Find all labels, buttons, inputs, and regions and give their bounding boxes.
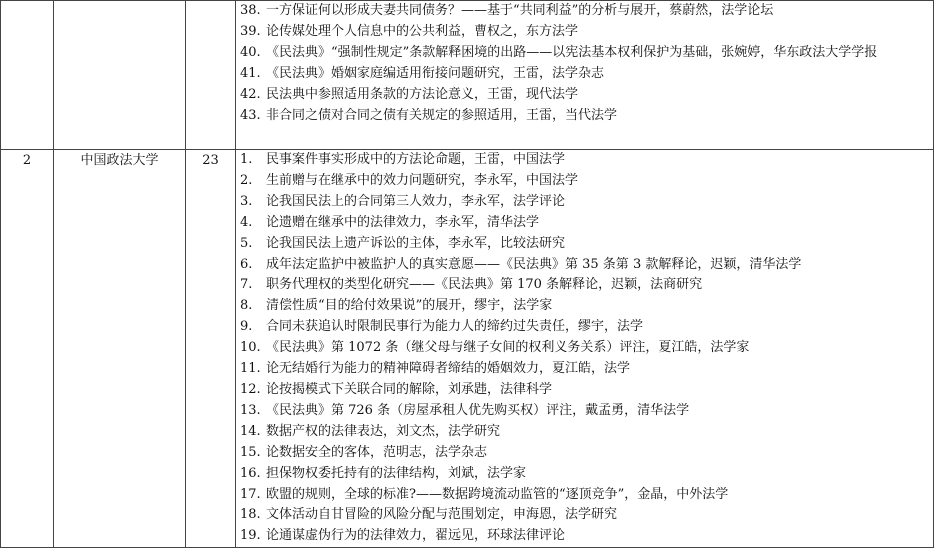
list-item (236, 338, 933, 359)
list-item-text: 成年法定监护中被监护人的真实意愿——《民法典》第 35 条第 3 款解释论，迟颖，清华法学 (266, 256, 802, 272)
table-row (1, 1, 934, 150)
index-cell: 2 (1, 150, 54, 548)
list-item-number: 43. (240, 107, 261, 123)
list-item (236, 505, 933, 526)
list-item-text: 一方保证何以形成夫妻共同债务？——基于“共同利益”的分析与展开，蔡蔚然，法学论坛 (266, 3, 774, 18)
list-item (236, 1, 933, 22)
list-item-number: 10. (240, 340, 261, 356)
list-item-text: 民事案件事实形成中的方法论命题，王雷，中国法学 (266, 152, 566, 167)
list-item (236, 485, 933, 506)
list-item-text: 生前赠与在继承中的效力问题研究，李永军，中国法学 (266, 172, 579, 188)
list-item (236, 22, 933, 43)
list-item-number: 39. (240, 23, 261, 39)
list-item-text: 合同未获追认时限制民事行为能力人的缔约过失责任，缪宇，法学 (266, 319, 644, 335)
count-cell (186, 1, 236, 150)
list-item-number: 40. (240, 44, 261, 60)
count-cell: 23 (186, 150, 236, 548)
list-item-number: 11. (240, 361, 261, 377)
list-item (236, 296, 933, 317)
list-item (236, 380, 933, 401)
list-item (236, 275, 933, 296)
list-item (236, 359, 933, 380)
list-item-text: 清偿性质“目的给付效果说”的展开，缪宇，法学家 (266, 298, 553, 314)
list-item-text: 论数据安全的客体，范明志，法学杂志 (266, 444, 488, 460)
university-cell: 中国政法大学 (54, 150, 186, 548)
list-item-text: 《民法典》“强制性规定”条款解释困境的出路——以宪法基本权利保护为基础，张婉婷，华东政法大学学报 (266, 44, 878, 60)
list-item-text: 非合同之债对合同之债有关规定的参照适用，王雷，当代法学 (266, 107, 618, 123)
list-item-number: 38. (240, 3, 261, 18)
list-item (236, 234, 933, 255)
list-item (236, 255, 933, 276)
list-item-text: 论无结婚行为能力的精神障碍者缔结的婚姻效力，夏江皓，法学 (266, 361, 631, 377)
list-item-text: 欧盟的规则，全球的标准?——数据跨境流动监管的“逐顶竞争”，金晶，中外法学 (266, 486, 729, 502)
list-item-number: 13. (240, 402, 261, 418)
list-item-number: 42. (240, 86, 261, 102)
list-item-number: 14. (240, 423, 261, 439)
list-item (236, 464, 933, 485)
list-item (236, 526, 933, 547)
list-item-text: 论我国民法上遗产诉讼的主体，李永军，比较法研究 (266, 235, 566, 251)
list-item-number: 41. (240, 65, 261, 81)
list-item (236, 443, 933, 464)
list-item (236, 85, 933, 106)
list-item-text: 论按揭模式下关联合同的解除，刘承韪，法律科学 (266, 381, 553, 397)
list-item-number: 19. (240, 528, 261, 544)
list-item-number: 15. (240, 444, 261, 460)
list-item-text: 《民法典》婚姻家庭编适用衔接问题研究，王雷，法学杂志 (266, 65, 605, 81)
list-item-number: 8. (240, 298, 253, 314)
list-item-text: 论通谋虚伪行为的法律效力，翟远见，环球法律评论 (266, 528, 566, 544)
table-row (1, 150, 934, 548)
list-item-text: 职务代理权的类型化研究——《民法典》第 170 条解释论，迟颖，法商研究 (266, 277, 703, 293)
list-item-text: 民法典中参照适用条款的方法论意义，王雷，现代法学 (266, 86, 579, 102)
list-item (236, 64, 933, 85)
list-item-number: 17. (240, 486, 261, 502)
list-item-number: 18. (240, 507, 261, 523)
list-item-text: 担保物权委托持有的法律结构，刘斌，法学家 (266, 465, 527, 481)
list-item-text: 论传媒处理个人信息中的公共利益，曹权之，东方法学 (266, 23, 579, 39)
papers-cell (236, 150, 934, 548)
index-cell (1, 1, 54, 150)
list-item (236, 401, 933, 422)
list-item-number: 5. (240, 235, 253, 251)
list-item (236, 192, 933, 213)
list-item (236, 171, 933, 192)
list-item (236, 213, 933, 234)
university-cell (54, 1, 186, 150)
list-item-number: 2. (240, 172, 253, 188)
list-item-number: 16. (240, 465, 261, 481)
list-item-text: 数据产权的法律表达，刘文杰，法学研究 (266, 423, 501, 439)
list-item-text: 文体活动自甘冒险的风险分配与范围划定，申海恩，法学研究 (266, 507, 618, 523)
list-item-number: 9. (240, 319, 253, 335)
papers-cell (236, 1, 934, 150)
list-item-text: 论我国民法上的合同第三人效力，李永军，法学评论 (266, 193, 566, 209)
list-item-text: 论遗赠在继承中的法律效力，李永军，清华法学 (266, 214, 540, 230)
list-item-number: 1. (240, 152, 253, 167)
list-item-number: 7. (240, 277, 253, 293)
list-item-text: 《民法典》第 1072 条（继父母与继子女间的权利义务关系）评注，夏江皓，法学家 (266, 340, 750, 356)
list-item-number: 6. (240, 256, 253, 272)
list-item-number: 3. (240, 193, 253, 209)
list-item-number: 12. (240, 381, 261, 397)
list-item (236, 106, 933, 127)
list-item (236, 317, 933, 338)
list-item (236, 43, 933, 64)
list-item (236, 150, 933, 171)
list-item (236, 422, 933, 443)
list-item-text: 《民法典》第 726 条（房屋承租人优先购买权）评注，戴孟勇，清华法学 (266, 402, 690, 418)
list-item-number: 4. (240, 214, 253, 230)
